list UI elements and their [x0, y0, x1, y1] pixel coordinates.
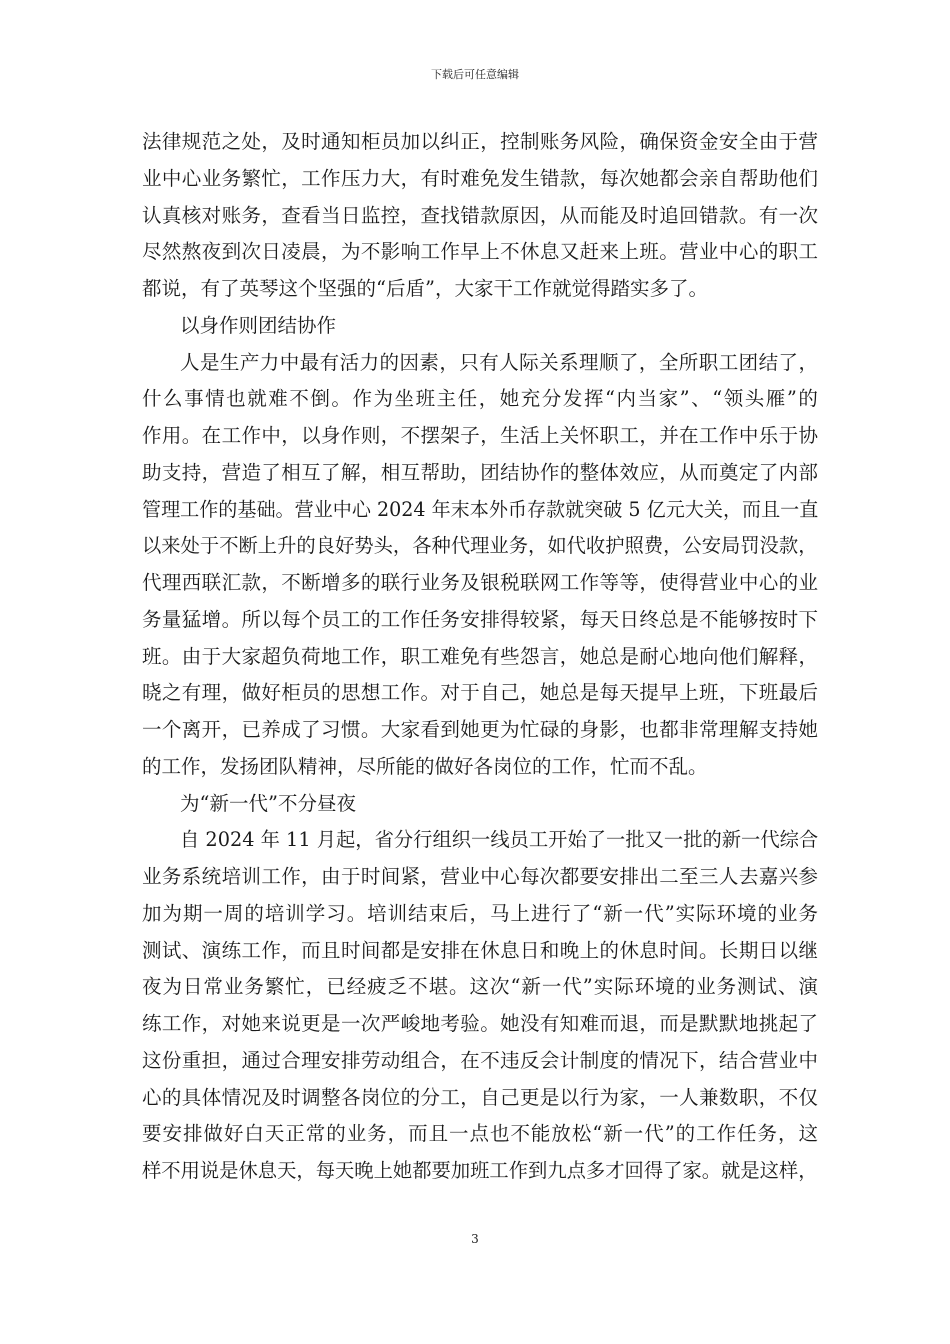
- body-text-line: 业务系统培训工作，由于时间紧，营业中心每次都要安排出二至三人去嘉兴参: [142, 865, 819, 888]
- body-text-line: 班。由于大家超负荷地工作，职工难免有些怨言，她总是耐心地向他们解释，: [142, 644, 819, 668]
- body-text-line: 法律规范之处，及时通知柜员加以纠正，控制账务风险，确保资金安全由于营: [142, 130, 819, 153]
- body-text-line: 样不用说是休息天，每天晚上她都要加班工作到九点多才回得了家。就是这样，: [142, 1159, 818, 1182]
- page-header: 下载后可任意编辑: [431, 68, 519, 81]
- page-number: 3: [471, 1232, 479, 1246]
- body-text-line: 以来处于不断上升的良好势头，各种代理业务，如代收护照费，公安局罚没款，: [142, 534, 818, 558]
- body-text-line: 尽然熬夜到次日凌晨，为不影响工作早上不休息又赶来上班。营业中心的职工: [142, 240, 819, 264]
- body-text-line: 作用。在工作中，以身作则，不摆架子，生活上关怀职工，并在工作中乐于协: [142, 424, 819, 447]
- body-text-line: 要安排做好白天正常的业务，而且一点也不能放松“新一代”的工作任务，这: [142, 1122, 819, 1146]
- body-text-line: 练工作，对她来说更是一次严峻地考验。她没有知难而退，而是默默地挑起了: [142, 1012, 819, 1035]
- section-heading: 为“新一代”不分昼夜: [180, 791, 356, 815]
- body-text-line: 自 2024 年 11 月起，省分行组织一线员工开始了一批又一批的新一代综合: [180, 828, 819, 852]
- body-text-line: 认真核对账务，查看当日监控，查找错款原因，从而能及时追回错款。有一次: [142, 203, 819, 227]
- body-text-line: 心的具体情况及时调整各岗位的分工，自己更是以行为家，一人兼数职，不仅: [142, 1085, 819, 1109]
- body-text-line: 什么事情也就难不倒。作为坐班主任，她充分发挥“内当家”、“领头雁”的: [142, 387, 820, 411]
- body-text-line: 晓之有理，做好柜员的思想工作。对于自己，她总是每天提早上班，下班最后: [142, 681, 819, 705]
- body-text-line: 一个离开，已养成了习惯。大家看到她更为忙碌的身影，也都非常理解支持她: [142, 718, 819, 741]
- body-text-line: 测试、演练工作，而且时间都是安排在休息日和晚上的休息时间。长期日以继: [142, 938, 819, 962]
- body-text-line: 这份重担，通过合理安排劳动组合，在不违反会计制度的情况下，结合营业中: [142, 1048, 819, 1072]
- body-text-line: 管理工作的基础。营业中心 2024 年末本外币存款就突破 5 亿元大关，而且一直: [142, 497, 819, 521]
- body-text-line: 助支持，营造了相互了解，相互帮助，团结协作的整体效应，从而奠定了内部: [142, 460, 819, 484]
- body-text-line: 务量猛增。所以每个员工的工作任务安排得较紧，每天日终总是不能够按时下: [142, 607, 819, 631]
- body-text-line: 的工作，发扬团队精神，尽所能的做好各岗位的工作，忙而不乱。: [142, 754, 708, 778]
- body-text-line: 代理西联汇款，不断增多的联行业务及银税联网工作等等，使得营业中心的业: [142, 571, 819, 594]
- body-text-line: 人是生产力中最有活力的因素，只有人际关系理顺了，全所职工团结了，: [180, 350, 819, 374]
- body-text-line: 加为期一周的培训学习。培训结束后，马上进行了“新一代”实际环境的业务: [142, 901, 819, 925]
- body-text-line: 夜为日常业务繁忙，已经疲乏不堪。这次“新一代”实际环境的业务测试、演: [142, 975, 819, 999]
- body-text-line: 都说，有了英琴这个坚强的“后盾”，大家干工作就觉得踏实多了。: [142, 277, 708, 300]
- section-heading: 以身作则团结协作: [180, 313, 337, 337]
- body-text-line: 业中心业务繁忙，工作压力大，有时难免发生错款，每次她都会亲自帮助他们: [142, 166, 819, 190]
